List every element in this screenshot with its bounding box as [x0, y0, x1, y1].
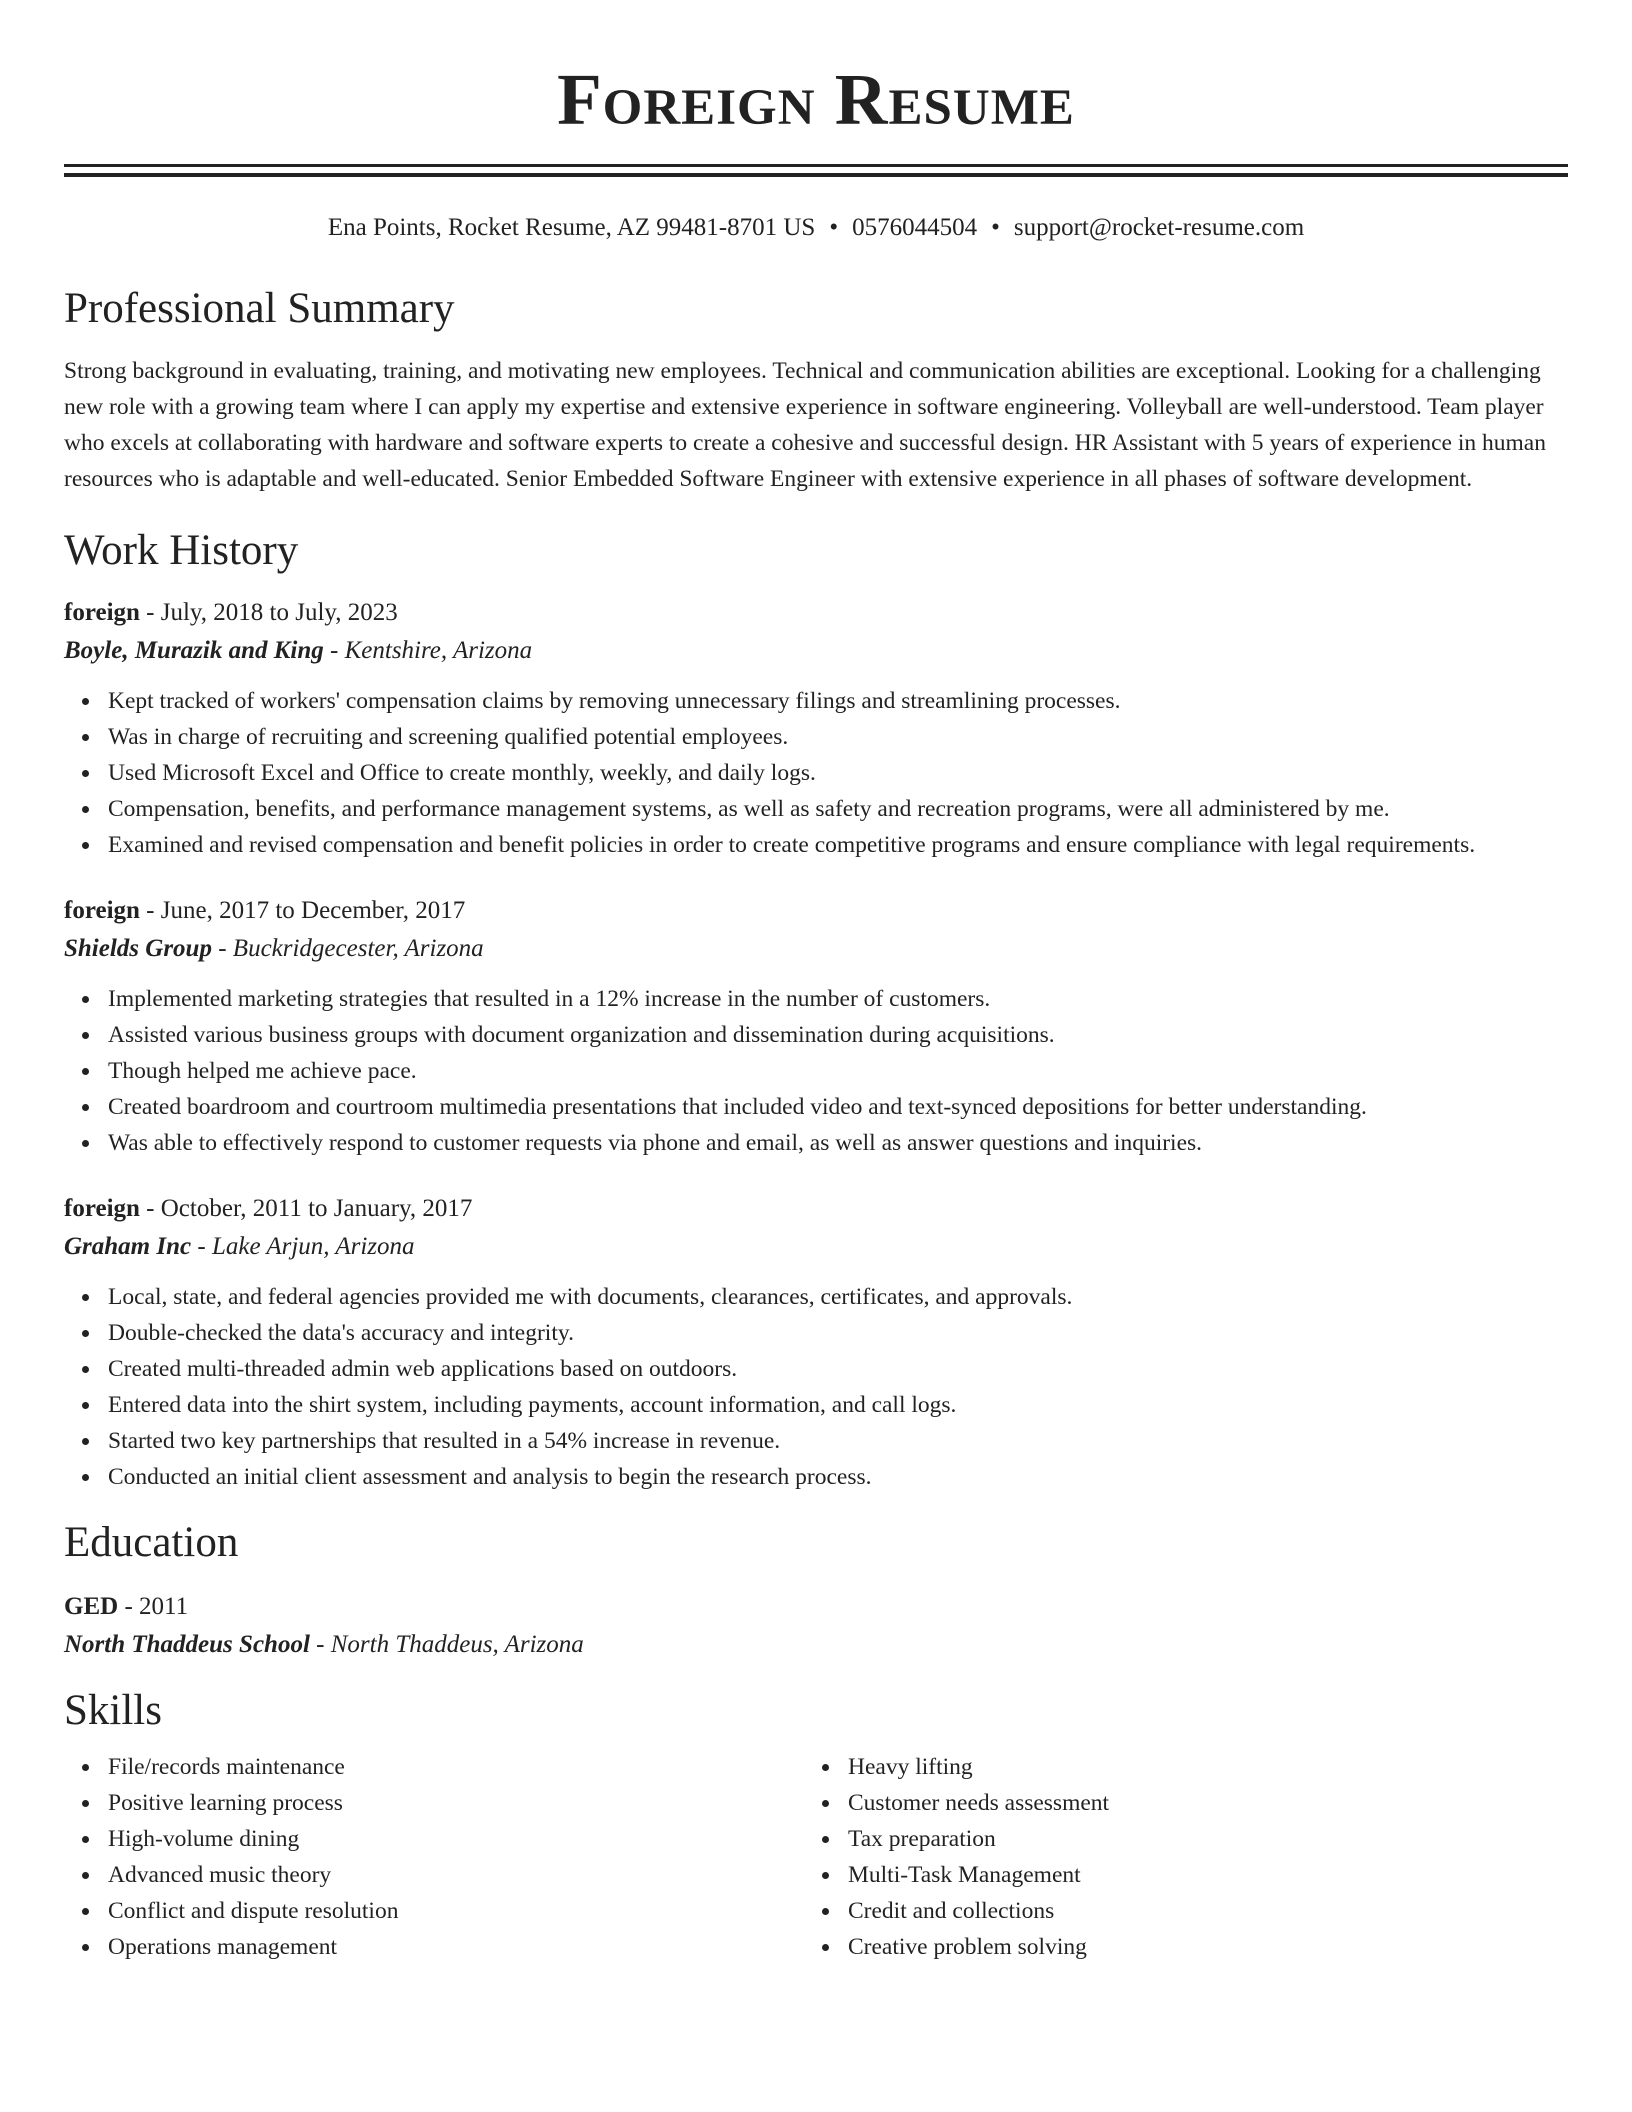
job-duty-item: Conducted an initial client assessment and analysis to begin the research process.: [108, 1459, 1568, 1495]
job-role: foreign: [64, 599, 140, 626]
education-heading: Education: [64, 1519, 239, 1566]
job-duties: [64, 683, 1568, 863]
job-title-line: [64, 595, 1568, 631]
school-name: North Thaddeus School: [64, 1631, 310, 1658]
job-role: foreign: [64, 897, 140, 924]
job-duty-item: Created multi-threaded admin web applications based on outdoors.: [108, 1351, 1568, 1387]
contact-separator: •: [991, 214, 1000, 241]
job-title-line: [64, 1191, 1568, 1227]
job-duty-item: Local, state, and federal agencies provided me with documents, clearances, certificates, and approvals.: [108, 1279, 1568, 1315]
skill-item: High-volume dining: [108, 1821, 804, 1857]
skill-item: Multi-Task Management: [848, 1857, 1504, 1893]
contact-separator: •: [829, 214, 839, 241]
job-duty-item: Entered data into the shirt system, including payments, account information, and call logs.: [108, 1387, 1568, 1423]
employer-name: Boyle, Murazik and King: [64, 637, 324, 664]
job-dates: - October, 2011 to January, 2017: [139, 1195, 473, 1222]
employer-line: [64, 1229, 1568, 1265]
employer-location: - Buckridgecester, Arizona: [211, 935, 484, 962]
skill-item: File/records maintenance: [108, 1749, 804, 1785]
skill-item: Advanced music theory: [108, 1857, 804, 1893]
employer-location: - Kentshire, Arizona: [323, 637, 533, 664]
employer-name: Graham Inc: [64, 1233, 192, 1260]
job-duty-item: Was in charge of recruiting and screening qualified potential employees.: [108, 719, 1568, 755]
job-duty-item: Examined and revised compensation and benefit policies in order to create competitive programs and ensure compliance with legal requirements.: [108, 827, 1568, 863]
job-duties: [64, 1279, 1568, 1495]
job-entry: [64, 1191, 1568, 1495]
job-role: foreign: [64, 1195, 140, 1222]
employer-location: - Lake Arjun, Arizona: [191, 1233, 415, 1260]
degree-year: - 2011: [118, 1593, 189, 1620]
job-duty-item: Though helped me achieve pace.: [108, 1053, 1568, 1089]
divider-line-top: [64, 164, 1568, 167]
skill-item: Customer needs assessment: [848, 1785, 1504, 1821]
job-entry: [64, 595, 1568, 863]
skill-item: Positive learning process: [108, 1785, 804, 1821]
job-duty-item: Double-checked the data's accuracy and integrity.: [108, 1315, 1568, 1351]
school-line: [64, 1627, 1568, 1663]
job-title-line: [64, 893, 1568, 929]
job-dates: - July, 2018 to July, 2023: [139, 599, 398, 626]
contact-email: support@rocket-resume.com: [1013, 214, 1305, 241]
degree-name: GED: [64, 1593, 119, 1620]
job-duty-item: Implemented marketing strategies that resulted in a 12% increase in the number of customers.: [108, 981, 1568, 1017]
job-entry: [64, 893, 1568, 1161]
job-duty-item: Created boardroom and courtroom multimedia presentations that included video and text-synced depositions for better understanding.: [108, 1089, 1568, 1125]
skill-item: Credit and collections: [848, 1893, 1504, 1929]
skill-item: Operations management: [108, 1929, 804, 1965]
job-duties: [64, 981, 1568, 1161]
degree-line: [64, 1589, 1568, 1625]
work-history-heading: Work History: [64, 527, 299, 574]
skills-columns: [64, 1749, 1568, 1965]
school-location: - North Thaddeus, Arizona: [309, 1631, 584, 1658]
summary-heading: Professional Summary: [64, 285, 455, 332]
contact-address: Ena Points, Rocket Resume, AZ 99481-8701 US: [327, 214, 816, 241]
skill-item: Tax preparation: [848, 1821, 1504, 1857]
job-duty-item: Used Microsoft Excel and Office to create monthly, weekly, and daily logs.: [108, 755, 1568, 791]
education-entry: [64, 1589, 1568, 1663]
employer-line: [64, 633, 1568, 669]
skills-column-left: [64, 1749, 804, 1965]
skill-item: Conflict and dispute resolution: [108, 1893, 804, 1929]
job-duty-item: Compensation, benefits, and performance management systems, as well as safety and recreation programs, were all administered by me.: [108, 791, 1568, 827]
divider-line-bottom: [64, 173, 1568, 177]
job-duty-item: Was able to effectively respond to customer requests via phone and email, as well as answer questions and inquiries.: [108, 1125, 1568, 1161]
skills-list: [804, 1749, 1504, 1965]
skill-item: Heavy lifting: [848, 1749, 1504, 1785]
skills-heading: Skills: [64, 1687, 162, 1734]
header-divider: [64, 164, 1568, 177]
contact-phone: 0576044504: [852, 214, 978, 241]
skills-column-right: [804, 1749, 1504, 1965]
contact-line: [64, 213, 1568, 243]
job-duty-item: Assisted various business groups with document organization and dissemination during acquisitions.: [108, 1017, 1568, 1053]
skill-item: Creative problem solving: [848, 1929, 1504, 1965]
summary-text: Strong background in evaluating, training, and motivating new employees. Technical and communication abilities are exceptional. Looking for a challenging new role with a growing team where I can apply my expertise and extensive experience in software engineering. Volleyball are well-understood. Team player who excels at collaborating with hardware and software experts to create a cohesive and successful design. HR Assistant with 5 years of experience in human resources who is adaptable and well-educated. Senior Embedded Software Engineer with extensive experience in all phases of software development.: [64, 358, 1546, 492]
skills-list: [64, 1749, 804, 1965]
employer-name: Shields Group: [64, 935, 212, 962]
employer-line: [64, 931, 1568, 967]
job-duty-item: Kept tracked of workers' compensation claims by removing unnecessary filings and streamlining processes.: [108, 683, 1568, 719]
job-dates: - June, 2017 to December, 2017: [139, 897, 466, 924]
candidate-name: Foreign Resume: [557, 59, 1075, 140]
job-duty-item: Started two key partnerships that resulted in a 54% increase in revenue.: [108, 1423, 1568, 1459]
